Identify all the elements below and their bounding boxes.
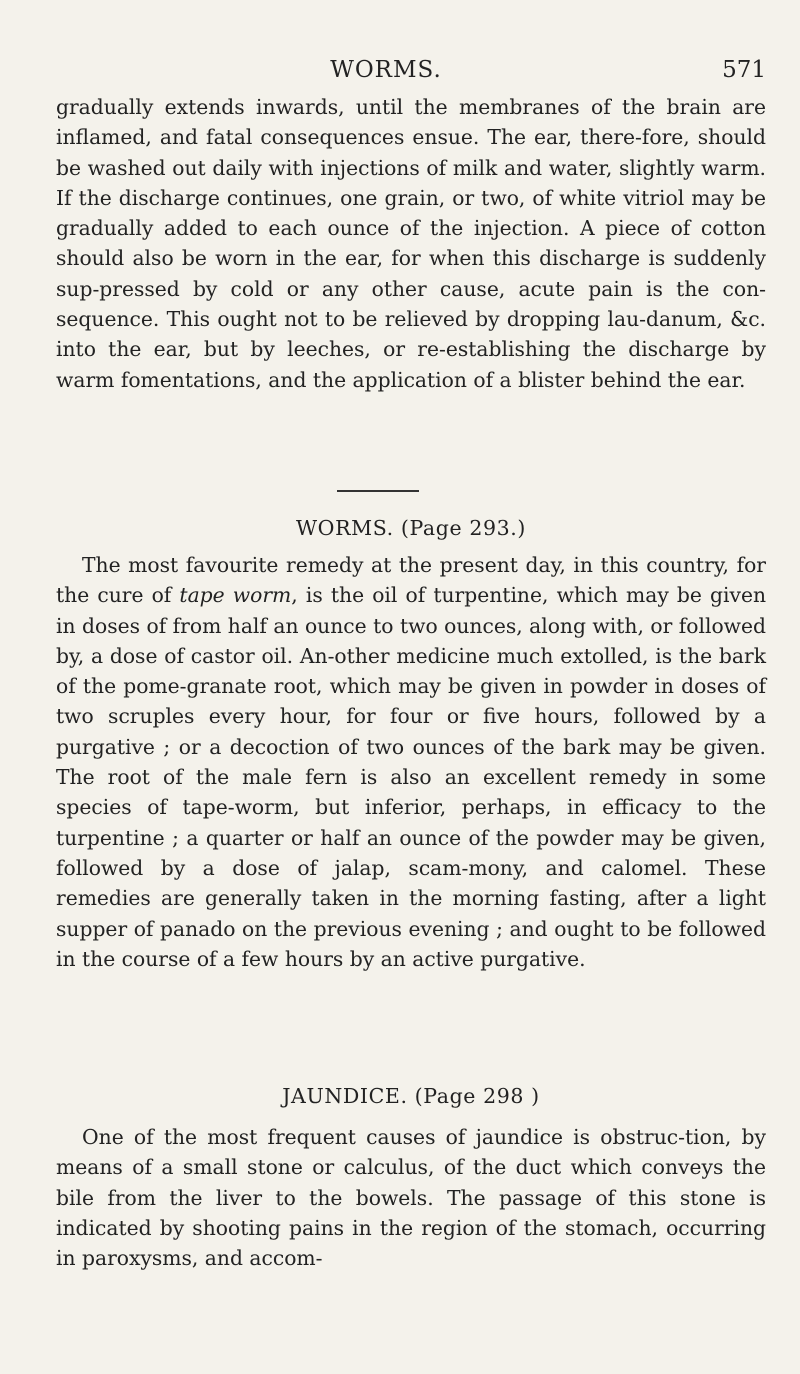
section-divider	[337, 490, 419, 492]
jaundice-paragraph-block	[56, 1122, 766, 1273]
jaundice-paragraph: One of the most frequent causes of jaundice is obstruc-tion, by means of a small stone or calculus, of the duct which conveys the bile from the liver to the bowels. The passage of this stone is indicated by shooting pains in the region of the stomach, occurring in paroxysms, and accom-	[56, 1125, 766, 1271]
worms-paragraph	[56, 550, 766, 974]
running-head	[56, 55, 766, 95]
jaundice-heading: JAUNDICE. (Page 298 )	[282, 1084, 540, 1108]
worms-paragraph-block	[56, 550, 766, 974]
worms-text-end: , is the oil of turpentine, which may be given in doses of from half an ounce to two ounces, along with, or followed by, a dose of castor oil. An-other medicine much extolled, is the bark of the pome-granate root, which may be given in powder in doses of two scruples every hour, for four or five hours, followed by a purgative ; or a decoction of two ounces of the bark may be given. The root of the male fern is also an excellent remedy in some species of tape-worm, but inferior, perhaps, in efficacy to the turpentine ; a quarter or half an ounce of the powder may be given, followed by a dose of jalap, scam-mony, and calomel. These remedies are generally taken in the morning fasting, after a light supper of panado on the previous evening ; and ought to be followed in the course of a few hours by an active purgative.	[56, 583, 767, 971]
page-number: 571	[722, 57, 766, 83]
continuation-paragraph-block	[56, 92, 766, 395]
worms-heading: WORMS. (Page 293.)	[296, 516, 526, 540]
continuation-paragraph: gradually extends inwards, until the membranes of the brain are inflamed, and fatal consequences ensue. The ear, there-fore, should be washed out daily with injections of milk and water, slightly warm. If the discharge continues, one grain, or two, of white vitriol may be gradually added to each ounce of the injection. A piece of cotton should also be worn in the ear, for when this discharge is suddenly sup-pressed by cold or any other cause, acute pain is the con-sequence. This ought not to be relieved by dropping lau-danum, &c. into the ear, but by leeches, or re-establishing the discharge by warm fomentations, and the application of a blister behind the ear.	[56, 95, 766, 392]
tape-worm-italic: tape worm	[179, 583, 292, 608]
running-title: WORMS.	[330, 57, 442, 83]
worms-text-start: The most favourite remedy at the present day, in this country, for the cure of	[56, 553, 766, 608]
